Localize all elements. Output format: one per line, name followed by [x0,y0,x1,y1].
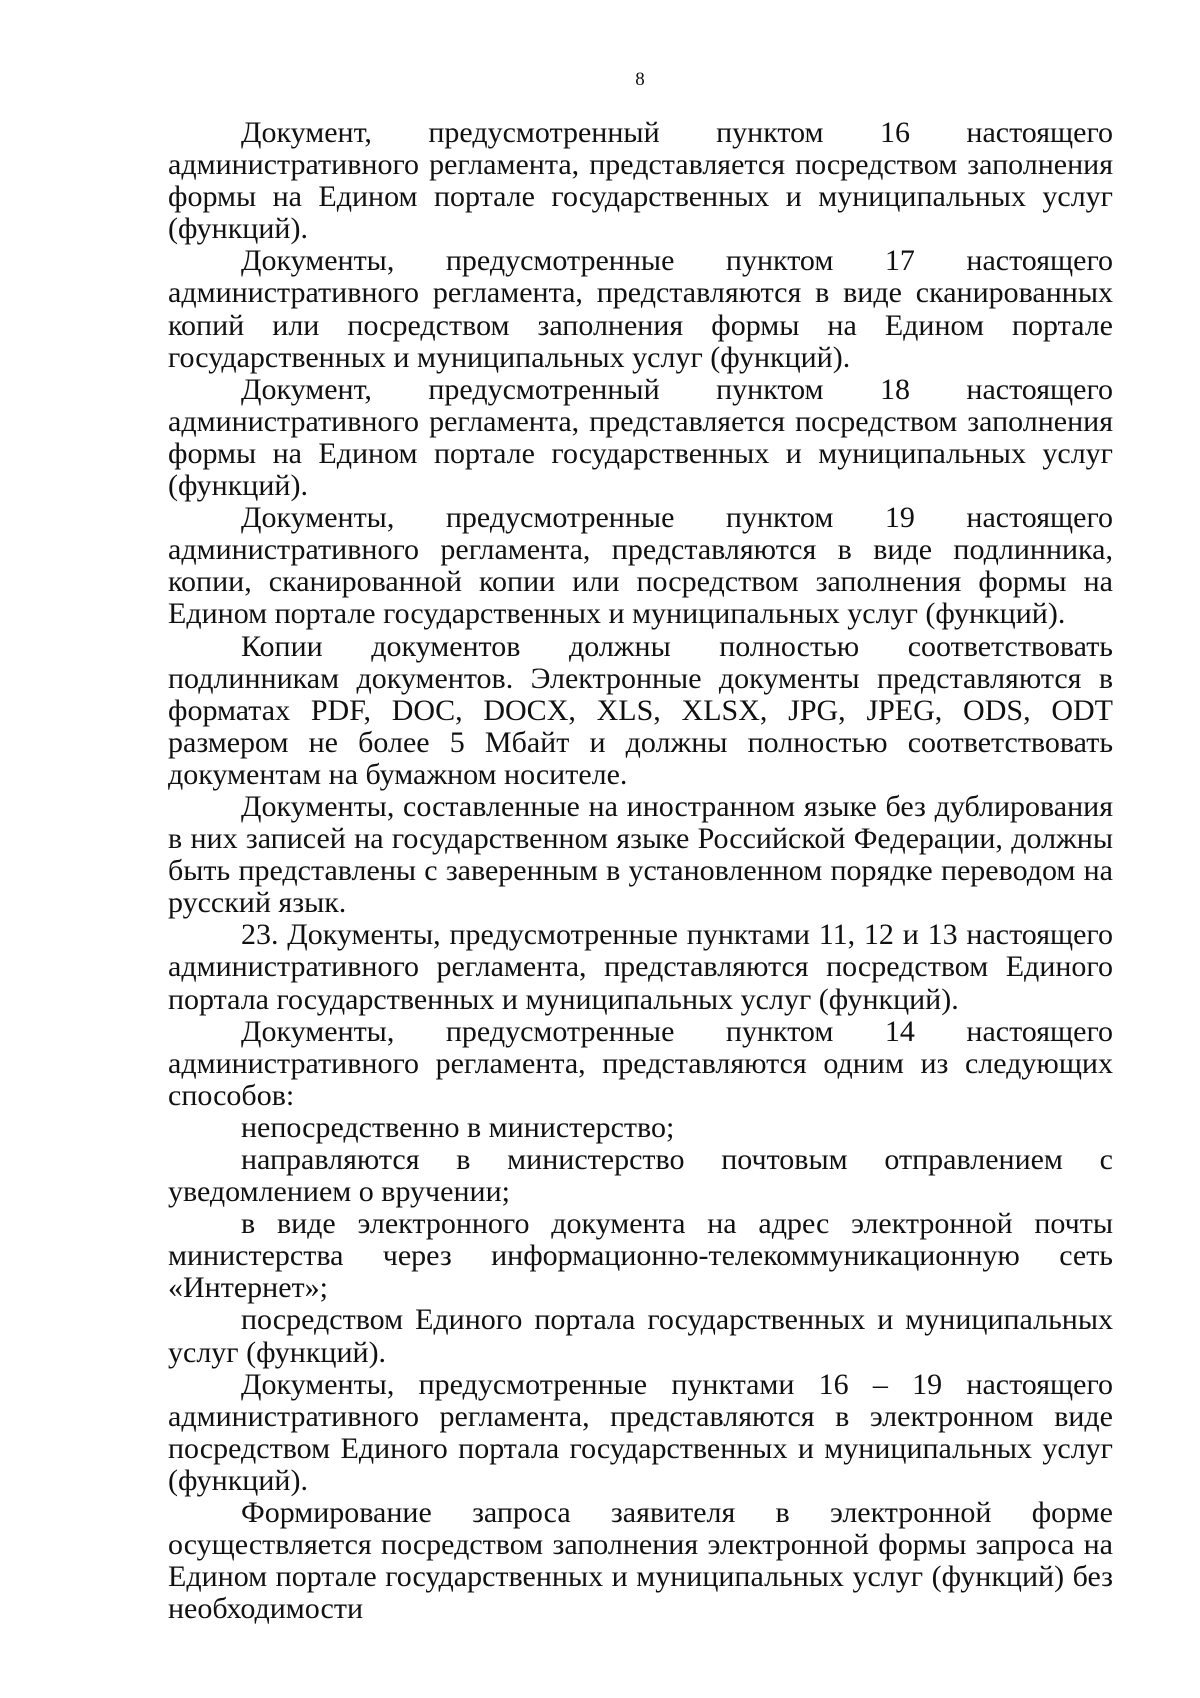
paragraph: Документы, предусмотренные пунктами 16 – 19 настоящего административного регламента, представляются в электронном виде посредством Единого портала государственных и муниципальных услуг (функций). [168,1367,1113,1497]
paragraph: Документы, предусмотренные пунктом 19 настоящего административного регламента, представляются в виде подлинника, копии, сканированной копии или посредством заполнения формы на Едином портале государственных и муниципальных услуг (функций). [168,501,1113,631]
paragraph: Документы, составленные на иностранном языке без дублирования в них записей на государственном языке Российской Федерации, должны быть представлены с заверенным в установленном порядке переводом на русский язык. [168,789,1113,920]
paragraph: 23. Документы, предусмотренные пунктами 11, 12 и 13 настоящего административного регламента, представляются посредством Единого портала государственных и муниципальных услуг (функций). [168,918,1113,1016]
paragraph: Копии документов должны полностью соответствовать подлинникам документов. Электронные документы представляются в форматах PDF, DOC, DOCX, XLS, XLSX, JPG, JPEG, ODS, ODT размером не более 5 Мбайт и должны полностью соответствовать документам на бумажном носителе. [168,629,1113,791]
page-number: 8 [635,69,645,90]
paragraph: непосредственно в министерство; [241,1110,675,1144]
paragraph: Формирование запроса заявителя в электронной форме осуществляется посредством заполнения электронной формы запроса на Едином портале государственных и муниципальных услуг (функций) без необходимости [168,1496,1113,1626]
document-body [168,117,1113,1625]
paragraph: посредством Единого портала государственных и муниципальных услуг (функций). [168,1303,1113,1369]
paragraph: Документы, предусмотренные пунктом 14 настоящего административного регламента, представляются одним из следующих способов: [168,1014,1113,1112]
paragraph: Документ, предусмотренный пунктом 18 настоящего административного регламента, представляется посредством заполнения формы на Едином портале государственных и муниципальных услуг (функций). [168,372,1113,503]
paragraph: направляются в министерство почтовым отправлением с уведомлением о вручении; [168,1143,1113,1209]
paragraph: Документ, предусмотренный пунктом 16 настоящего административного регламента, представляется посредством заполнения формы на Едином портале государственных и муниципальных услуг (функций). [168,116,1113,246]
paragraph: Документы, предусмотренные пунктом 17 настоящего административного регламента, представляются в виде сканированных копий или посредством заполнения формы на Едином портале государственных и муниципальных услуг (функций). [168,244,1113,374]
paragraph: в виде электронного документа на адрес электронной почты министерства через информационно-телекоммуникационную сеть «Интернет»; [168,1207,1113,1305]
